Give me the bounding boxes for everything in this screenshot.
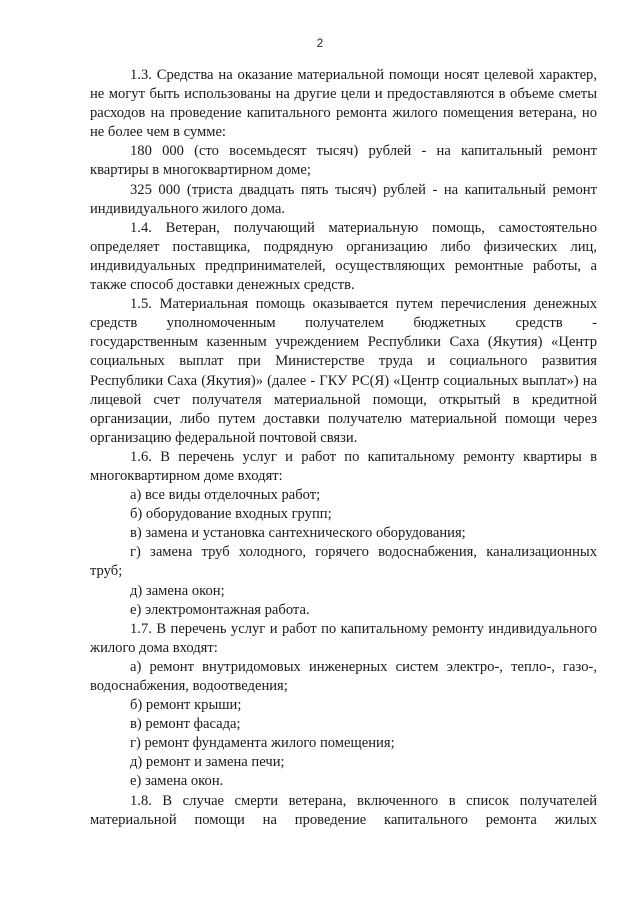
paragraph-sum-house: 325 000 (триста двадцать пять тысяч) рублей - на капитальный ремонт индивидуального жилого дома. <box>90 181 597 217</box>
list-item-1-6-b: б) оборудование входных групп; <box>130 506 332 523</box>
document-body <box>90 66 597 830</box>
paragraph-sum-apartment: 180 000 (сто восемьдесят тысяч) рублей - на капитальный ремонт квартиры в многоквартирном доме; <box>90 143 597 179</box>
list-item-1-7-e: е) замена окон. <box>130 773 224 790</box>
list-item-1-7-v: в) ремонт фасада; <box>130 716 241 733</box>
list-item-1-6-a: а) все виды отделочных работ; <box>130 487 321 504</box>
list-item-1-7-a: а) ремонт внутридомовых инженерных систем электро-, тепло-, газо-, водоснабжения, водоотведения; <box>90 658 597 694</box>
paragraph-1-7: 1.7. В перечень услуг и работ по капитальному ремонту индивидуального жилого дома входят: <box>90 620 597 656</box>
paragraph-1-3: 1.3. Средства на оказание материальной помощи носят целевой характер, не могут быть использованы на другие цели и предоставляются в объеме сметы расходов на проведение капитального ремонта жилого помещения ветерана, но не более чем в сумме: <box>90 67 597 141</box>
list-item-1-6-e: е) электромонтажная работа. <box>130 601 310 618</box>
list-item-1-7-g: г) ремонт фундамента жилого помещения; <box>130 735 395 752</box>
list-item-1-6-d: д) замена окон; <box>130 582 225 599</box>
paragraph-1-4: 1.4. Ветеран, получающий материальную помощь, самостоятельно определяет поставщика, подрядную организацию либо физических лиц, индивидуальных предпринимателей, осуществляющих ремонтные работы, а также способ доставки денежных средств. <box>90 219 597 294</box>
paragraph-1-5-continued: государственным казенным учреждением Республики Саха (Якутия) «Центр социальных выплат при Министерстве труда и социального развития Республики Саха (Якутия)» (далее - ГКУ РС(Я) «Центр социальных выплат») на лицевой счет получателя материальной помощи, открытый в кредитной организации, либо путем доставки получателю материальной помощи через организацию федеральной почтовой связи. <box>90 334 597 446</box>
paragraph-1-6: 1.6. В перечень услуг и работ по капитальному ремонту квартиры в многоквартирном доме входят: <box>90 448 597 484</box>
list-item-1-6-g: г) замена труб холодного, горячего водоснабжения, канализационных труб; <box>90 544 597 580</box>
list-item-1-7-b: б) ремонт крыши; <box>130 697 242 714</box>
page-number: 2 <box>316 38 324 50</box>
paragraph-1-8: 1.8. В случае смерти ветерана, включенного в список получателей материальной помощи на проведение капитального ремонта жилых <box>90 792 597 828</box>
list-item-1-6-v: в) замена и установка сантехнического оборудования; <box>130 525 466 542</box>
paragraph-1-5: 1.5. Материальная помощь оказывается путем перечисления денежных средств уполномоченным получателем бюджетных средств - <box>90 296 597 332</box>
list-item-1-7-d: д) ремонт и замена печи; <box>130 754 285 771</box>
